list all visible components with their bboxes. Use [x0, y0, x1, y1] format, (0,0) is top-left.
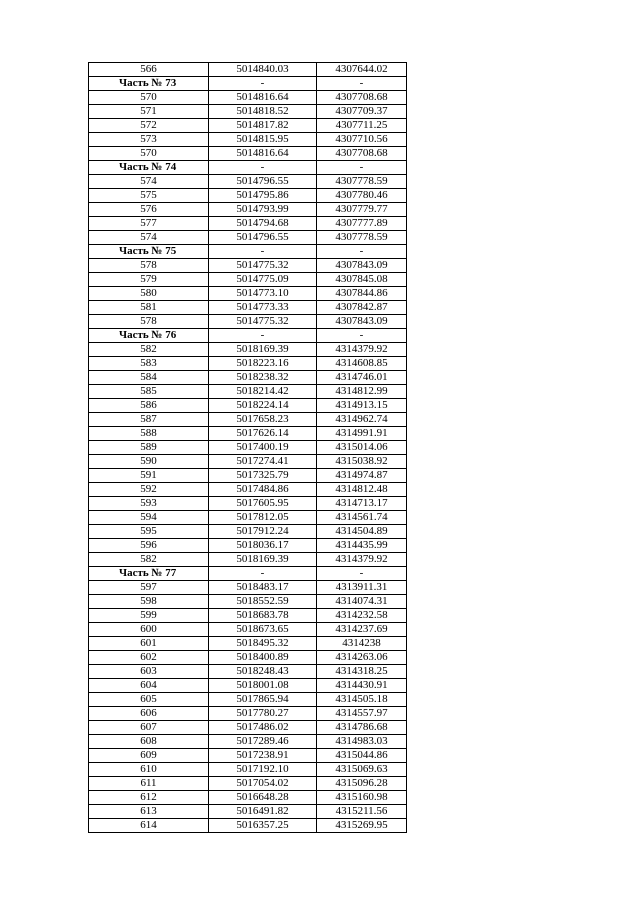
x-coordinate-cell: 5017780.27 [209, 707, 317, 721]
point-number-cell: 579 [89, 273, 209, 287]
table-row [89, 595, 407, 609]
point-number-cell: 603 [89, 665, 209, 679]
point-number-cell: 595 [89, 525, 209, 539]
table-row [89, 609, 407, 623]
y-coordinate-cell: 4314379.92 [317, 343, 407, 357]
part-header-row [89, 567, 407, 581]
y-coordinate-cell: 4307843.09 [317, 259, 407, 273]
point-number-cell: 586 [89, 399, 209, 413]
x-coordinate-cell: 5018483.17 [209, 581, 317, 595]
table-row [89, 301, 407, 315]
x-coordinate-cell: 5014795.86 [209, 189, 317, 203]
x-coordinate-cell: 5014773.10 [209, 287, 317, 301]
y-coordinate-cell: 4314238 [317, 637, 407, 651]
point-number-cell: 589 [89, 441, 209, 455]
point-number-cell: 593 [89, 497, 209, 511]
y-coordinate-cell: 4307710.56 [317, 133, 407, 147]
x-coordinate-cell: 5017912.24 [209, 525, 317, 539]
x-coordinate-cell: 5018036.17 [209, 539, 317, 553]
point-number-cell: 592 [89, 483, 209, 497]
y-coordinate-cell: - [317, 245, 407, 259]
point-number-cell: 612 [89, 791, 209, 805]
point-number-cell: 590 [89, 455, 209, 469]
part-label-cell: Часть № 73 [89, 77, 209, 91]
part-label-cell: Часть № 74 [89, 161, 209, 175]
table-row [89, 637, 407, 651]
table-row [89, 413, 407, 427]
table-row [89, 91, 407, 105]
point-number-cell: 573 [89, 133, 209, 147]
table-row [89, 119, 407, 133]
point-number-cell: 574 [89, 231, 209, 245]
x-coordinate-cell: 5017289.46 [209, 735, 317, 749]
part-header-row [89, 161, 407, 175]
y-coordinate-cell: 4307711.25 [317, 119, 407, 133]
part-label-cell: Часть № 77 [89, 567, 209, 581]
y-coordinate-cell: - [317, 567, 407, 581]
part-header-row [89, 245, 407, 259]
y-coordinate-cell: 4307777.89 [317, 217, 407, 231]
y-coordinate-cell: 4314913.15 [317, 399, 407, 413]
table-row [89, 455, 407, 469]
point-number-cell: 575 [89, 189, 209, 203]
point-number-cell: 585 [89, 385, 209, 399]
x-coordinate-cell: 5018673.65 [209, 623, 317, 637]
y-coordinate-cell: 4315211.56 [317, 805, 407, 819]
point-number-cell: 596 [89, 539, 209, 553]
x-coordinate-cell: 5014773.33 [209, 301, 317, 315]
y-coordinate-cell: 4307842.87 [317, 301, 407, 315]
table-row [89, 539, 407, 553]
table-row [89, 693, 407, 707]
point-number-cell: 582 [89, 553, 209, 567]
table-row [89, 553, 407, 567]
y-coordinate-cell: 4307843.09 [317, 315, 407, 329]
point-number-cell: 601 [89, 637, 209, 651]
y-coordinate-cell: 4314991.91 [317, 427, 407, 441]
point-number-cell: 583 [89, 357, 209, 371]
point-number-cell: 597 [89, 581, 209, 595]
point-number-cell: 613 [89, 805, 209, 819]
table-row [89, 357, 407, 371]
x-coordinate-cell: 5014840.03 [209, 63, 317, 77]
x-coordinate-cell: - [209, 245, 317, 259]
point-number-cell: 581 [89, 301, 209, 315]
table-row [89, 483, 407, 497]
table-row [89, 203, 407, 217]
table-row [89, 175, 407, 189]
x-coordinate-cell: 5014794.68 [209, 217, 317, 231]
coordinates-table-body [89, 63, 407, 833]
y-coordinate-cell: 4314746.01 [317, 371, 407, 385]
point-number-cell: 577 [89, 217, 209, 231]
x-coordinate-cell: 5018001.08 [209, 679, 317, 693]
x-coordinate-cell: 5014775.32 [209, 259, 317, 273]
x-coordinate-cell: 5017192.10 [209, 763, 317, 777]
point-number-cell: 600 [89, 623, 209, 637]
point-number-cell: 566 [89, 63, 209, 77]
y-coordinate-cell: 4307778.59 [317, 231, 407, 245]
table-row [89, 133, 407, 147]
y-coordinate-cell: 4314713.17 [317, 497, 407, 511]
point-number-cell: 611 [89, 777, 209, 791]
table-row [89, 763, 407, 777]
x-coordinate-cell: 5014816.64 [209, 91, 317, 105]
table-row [89, 217, 407, 231]
x-coordinate-cell: 5017626.14 [209, 427, 317, 441]
table-row [89, 707, 407, 721]
table-row [89, 749, 407, 763]
x-coordinate-cell: 5016648.28 [209, 791, 317, 805]
table-row [89, 259, 407, 273]
x-coordinate-cell: 5017054.02 [209, 777, 317, 791]
point-number-cell: 570 [89, 91, 209, 105]
x-coordinate-cell: 5017605.95 [209, 497, 317, 511]
x-coordinate-cell: 5014793.99 [209, 203, 317, 217]
coordinates-table [88, 62, 407, 833]
x-coordinate-cell: 5014796.55 [209, 231, 317, 245]
y-coordinate-cell: 4307845.08 [317, 273, 407, 287]
x-coordinate-cell: - [209, 567, 317, 581]
table-row [89, 525, 407, 539]
y-coordinate-cell: 4315044.86 [317, 749, 407, 763]
x-coordinate-cell: 5017400.19 [209, 441, 317, 455]
y-coordinate-cell: 4314074.31 [317, 595, 407, 609]
y-coordinate-cell: 4315269.95 [317, 819, 407, 833]
x-coordinate-cell: 5018214.42 [209, 385, 317, 399]
y-coordinate-cell: 4314435.99 [317, 539, 407, 553]
table-row [89, 469, 407, 483]
point-number-cell: 610 [89, 763, 209, 777]
table-row [89, 623, 407, 637]
x-coordinate-cell: 5017238.91 [209, 749, 317, 763]
y-coordinate-cell: 4314962.74 [317, 413, 407, 427]
y-coordinate-cell: 4314557.97 [317, 707, 407, 721]
y-coordinate-cell: 4315096.28 [317, 777, 407, 791]
y-coordinate-cell: 4314561.74 [317, 511, 407, 525]
x-coordinate-cell: 5017658.23 [209, 413, 317, 427]
y-coordinate-cell: 4307779.77 [317, 203, 407, 217]
y-coordinate-cell: - [317, 329, 407, 343]
point-number-cell: 598 [89, 595, 209, 609]
point-number-cell: 599 [89, 609, 209, 623]
y-coordinate-cell: 4315038.92 [317, 455, 407, 469]
x-coordinate-cell: 5018683.78 [209, 609, 317, 623]
table-row [89, 273, 407, 287]
table-row [89, 651, 407, 665]
x-coordinate-cell: 5018552.59 [209, 595, 317, 609]
x-coordinate-cell: 5014796.55 [209, 175, 317, 189]
point-number-cell: 604 [89, 679, 209, 693]
y-coordinate-cell: 4314504.89 [317, 525, 407, 539]
y-coordinate-cell: 4313911.31 [317, 581, 407, 595]
x-coordinate-cell: 5018238.32 [209, 371, 317, 385]
x-coordinate-cell: 5018169.39 [209, 343, 317, 357]
table-row [89, 105, 407, 119]
x-coordinate-cell: 5018224.14 [209, 399, 317, 413]
part-header-row [89, 77, 407, 91]
y-coordinate-cell: 4307644.02 [317, 63, 407, 77]
table-row [89, 777, 407, 791]
point-number-cell: 584 [89, 371, 209, 385]
x-coordinate-cell: 5017484.86 [209, 483, 317, 497]
y-coordinate-cell: 4314505.18 [317, 693, 407, 707]
table-row [89, 315, 407, 329]
point-number-cell: 614 [89, 819, 209, 833]
point-number-cell: 607 [89, 721, 209, 735]
y-coordinate-cell: - [317, 161, 407, 175]
point-number-cell: 580 [89, 287, 209, 301]
y-coordinate-cell: 4314974.87 [317, 469, 407, 483]
table-row [89, 805, 407, 819]
part-header-row [89, 329, 407, 343]
x-coordinate-cell: - [209, 77, 317, 91]
point-number-cell: 578 [89, 315, 209, 329]
x-coordinate-cell: 5018223.16 [209, 357, 317, 371]
point-number-cell: 572 [89, 119, 209, 133]
x-coordinate-cell: 5014775.09 [209, 273, 317, 287]
x-coordinate-cell: 5018248.43 [209, 665, 317, 679]
table-row [89, 385, 407, 399]
x-coordinate-cell: 5018400.89 [209, 651, 317, 665]
x-coordinate-cell: 5017486.02 [209, 721, 317, 735]
part-label-cell: Часть № 75 [89, 245, 209, 259]
y-coordinate-cell: 4314232.58 [317, 609, 407, 623]
y-coordinate-cell: 4314318.25 [317, 665, 407, 679]
y-coordinate-cell: 4314983.03 [317, 735, 407, 749]
table-row [89, 511, 407, 525]
y-coordinate-cell: 4314812.48 [317, 483, 407, 497]
table-row [89, 791, 407, 805]
x-coordinate-cell: - [209, 329, 317, 343]
point-number-cell: 574 [89, 175, 209, 189]
y-coordinate-cell: 4314812.99 [317, 385, 407, 399]
x-coordinate-cell: 5017812.05 [209, 511, 317, 525]
x-coordinate-cell: 5014818.52 [209, 105, 317, 119]
table-row [89, 665, 407, 679]
point-number-cell: 582 [89, 343, 209, 357]
point-number-cell: 602 [89, 651, 209, 665]
x-coordinate-cell: - [209, 161, 317, 175]
point-number-cell: 605 [89, 693, 209, 707]
x-coordinate-cell: 5018495.32 [209, 637, 317, 651]
y-coordinate-cell: 4307708.68 [317, 91, 407, 105]
x-coordinate-cell: 5014775.32 [209, 315, 317, 329]
y-coordinate-cell: 4307708.68 [317, 147, 407, 161]
table-row [89, 63, 407, 77]
point-number-cell: 578 [89, 259, 209, 273]
x-coordinate-cell: 5014817.82 [209, 119, 317, 133]
table-row [89, 581, 407, 595]
table-row [89, 735, 407, 749]
table-row [89, 399, 407, 413]
table-row [89, 497, 407, 511]
y-coordinate-cell: 4315160.98 [317, 791, 407, 805]
point-number-cell: 588 [89, 427, 209, 441]
x-coordinate-cell: 5014815.95 [209, 133, 317, 147]
table-row [89, 287, 407, 301]
y-coordinate-cell: 4315014.06 [317, 441, 407, 455]
table-row [89, 427, 407, 441]
point-number-cell: 609 [89, 749, 209, 763]
table-row [89, 721, 407, 735]
y-coordinate-cell: 4307780.46 [317, 189, 407, 203]
y-coordinate-cell: - [317, 77, 407, 91]
table-row [89, 343, 407, 357]
point-number-cell: 571 [89, 105, 209, 119]
y-coordinate-cell: 4314786.68 [317, 721, 407, 735]
table-row [89, 679, 407, 693]
table-row [89, 819, 407, 833]
y-coordinate-cell: 4314430.91 [317, 679, 407, 693]
y-coordinate-cell: 4307709.37 [317, 105, 407, 119]
point-number-cell: 570 [89, 147, 209, 161]
y-coordinate-cell: 4307778.59 [317, 175, 407, 189]
table-row [89, 371, 407, 385]
x-coordinate-cell: 5017325.79 [209, 469, 317, 483]
part-label-cell: Часть № 76 [89, 329, 209, 343]
point-number-cell: 608 [89, 735, 209, 749]
x-coordinate-cell: 5017274.41 [209, 455, 317, 469]
x-coordinate-cell: 5016357.25 [209, 819, 317, 833]
point-number-cell: 587 [89, 413, 209, 427]
y-coordinate-cell: 4314263.06 [317, 651, 407, 665]
table-row [89, 441, 407, 455]
point-number-cell: 591 [89, 469, 209, 483]
x-coordinate-cell: 5018169.39 [209, 553, 317, 567]
point-number-cell: 606 [89, 707, 209, 721]
x-coordinate-cell: 5017865.94 [209, 693, 317, 707]
x-coordinate-cell: 5014816.64 [209, 147, 317, 161]
x-coordinate-cell: 5016491.82 [209, 805, 317, 819]
y-coordinate-cell: 4314379.92 [317, 553, 407, 567]
table-row [89, 231, 407, 245]
y-coordinate-cell: 4314237.69 [317, 623, 407, 637]
point-number-cell: 594 [89, 511, 209, 525]
y-coordinate-cell: 4307844.86 [317, 287, 407, 301]
table-row [89, 189, 407, 203]
point-number-cell: 576 [89, 203, 209, 217]
y-coordinate-cell: 4314608.85 [317, 357, 407, 371]
table-row [89, 147, 407, 161]
y-coordinate-cell: 4315069.63 [317, 763, 407, 777]
